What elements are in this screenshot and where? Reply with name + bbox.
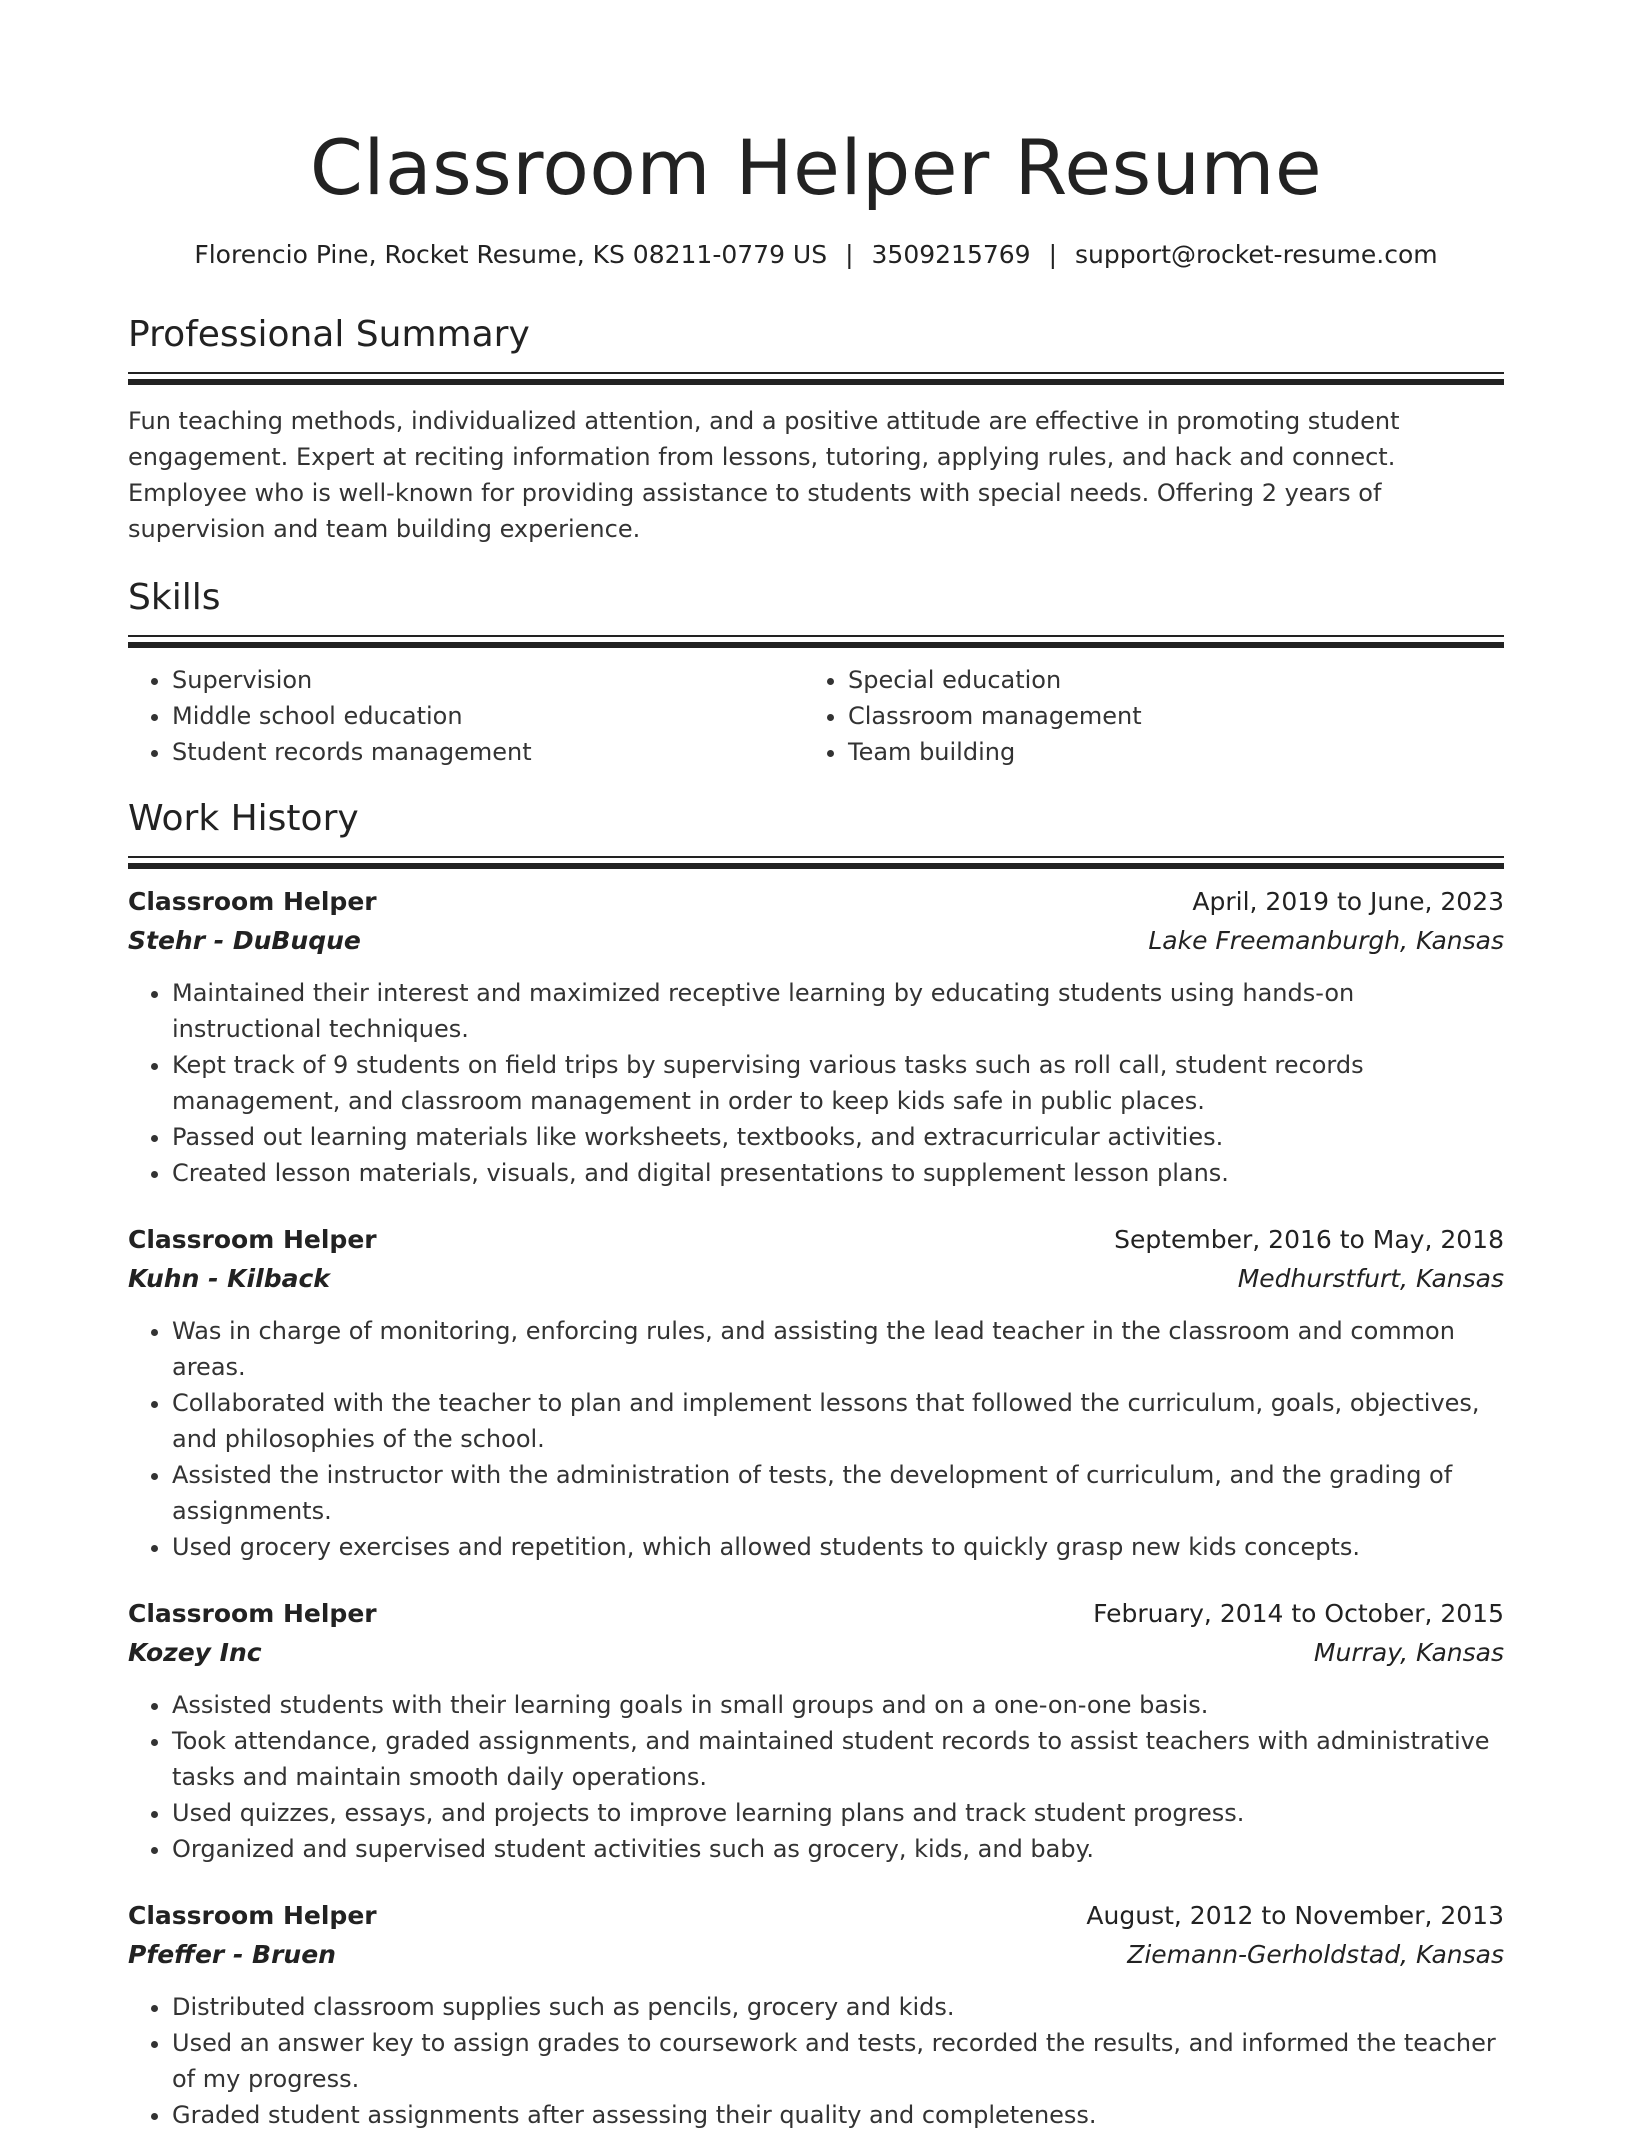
contact-address: Florencio Pine, Rocket Resume, KS 08211-0779 US [194, 240, 828, 269]
contact-separator: | [845, 240, 854, 269]
contact-email[interactable]: support@rocket-resume.com [1075, 240, 1438, 269]
skill-item: • Middle school education [172, 698, 804, 734]
job-dates: September, 2016 to May, 2018 [1114, 1225, 1504, 1254]
job-subheader-row [128, 921, 1504, 961]
work-heading: Work History [128, 798, 359, 839]
job-bullet: • Organized and supervised student activities such as grocery, kids, and baby. [172, 1831, 1504, 1867]
job-header-row [128, 1595, 1504, 1633]
job-bullet: • Assisted students with their learning goals in small groups and on a one-on-one basis. [172, 1687, 1504, 1723]
resume-page [128, 0, 1504, 2133]
job-bullet: • Graded student assignments after assessing their quality and completeness. [172, 2097, 1504, 2133]
job-location: Murray, Kansas [1313, 1638, 1504, 1667]
job-dates: February, 2014 to October, 2015 [1093, 1599, 1504, 1628]
job-bullets [128, 975, 1504, 1191]
job-entry [128, 1595, 1504, 1867]
job-entry [128, 883, 1504, 1191]
job-subheader-row [128, 1633, 1504, 1673]
job-company: Kozey Inc [128, 1638, 262, 1667]
job-dates: April, 2019 to June, 2023 [1192, 887, 1504, 916]
contact-line [128, 238, 1504, 272]
job-bullet: • Was in charge of monitoring, enforcing rules, and assisting the lead teacher in the classroom and common areas. [172, 1313, 1504, 1385]
job-title: Classroom Helper [128, 1225, 377, 1254]
job-bullet: • Used grocery exercises and repetition, which allowed students to quickly grasp new kids concepts. [172, 1529, 1504, 1565]
skill-item: • Classroom management [848, 698, 1480, 734]
skills-column-right [804, 662, 1480, 770]
job-bullet: • Created lesson materials, visuals, and digital presentations to supplement lesson plans. [172, 1155, 1504, 1191]
job-bullet: • Used an answer key to assign grades to coursework and tests, recorded the results, and informed the teacher of my progress. [172, 2025, 1504, 2097]
job-entry [128, 1221, 1504, 1565]
job-bullet: • Took attendance, graded assignments, and maintained student records to assist teachers with administrative tasks and maintain smooth daily operations. [172, 1723, 1504, 1795]
contact-phone: 3509215769 [871, 240, 1031, 269]
job-header-row [128, 1897, 1504, 1935]
skill-item: • Student records management [172, 734, 804, 770]
summary-text: Fun teaching methods, individualized attention, and a positive attitude are effective in promoting student engagement. Expert at reciting information from lessons, tutoring, applying rules, and hack and connect. Employee who is well-known for providing assistance to students with special needs. Offering 2 years of supervision and team building experience. [128, 407, 1400, 543]
skills-section [128, 575, 1504, 770]
job-bullet: • Kept track of 9 students on field trips by supervising various tasks such as roll call, student records management, and classroom management in order to keep kids safe in public places. [172, 1047, 1504, 1119]
job-company: Kuhn - Kilback [128, 1264, 330, 1293]
job-bullets [128, 1313, 1504, 1565]
section-divider [128, 635, 1504, 637]
job-location: Medhurstfurt, Kansas [1237, 1264, 1504, 1293]
section-divider [128, 372, 1504, 374]
job-bullet: • Used quizzes, essays, and projects to improve learning plans and track student progress. [172, 1795, 1504, 1831]
skills-columns [128, 662, 1504, 770]
job-bullet: • Maintained their interest and maximized receptive learning by educating students using hands-on instructional techniques. [172, 975, 1504, 1047]
summary-heading: Professional Summary [128, 314, 530, 355]
job-subheader-row [128, 1935, 1504, 1975]
section-divider [128, 856, 1504, 858]
job-location: Ziemann-Gerholdstad, Kansas [1127, 1940, 1504, 1969]
job-bullet: • Assisted the instructor with the administration of tests, the development of curriculum, and the grading of assignments. [172, 1457, 1504, 1529]
skill-item: • Team building [848, 734, 1480, 770]
job-subheader-row [128, 1259, 1504, 1299]
section-divider-thick [128, 379, 1504, 385]
job-bullet: • Passed out learning materials like worksheets, textbooks, and extracurricular activities. [172, 1119, 1504, 1155]
skills-heading: Skills [128, 577, 221, 618]
job-bullet: • Distributed classroom supplies such as pencils, grocery and kids. [172, 1989, 1504, 2025]
section-divider-thick [128, 642, 1504, 648]
job-company: Pfeffer - Bruen [128, 1940, 336, 1969]
skill-item: • Supervision [172, 662, 804, 698]
job-header-row [128, 883, 1504, 921]
contact-separator: | [1048, 240, 1058, 269]
job-title: Classroom Helper [128, 1901, 377, 1930]
job-bullets [128, 1687, 1504, 1867]
resume-title: Classroom Helper Resume [309, 123, 1323, 212]
section-divider-thick [128, 863, 1504, 869]
skill-item: • Special education [848, 662, 1480, 698]
job-title: Classroom Helper [128, 1599, 377, 1628]
job-bullet: • Collaborated with the teacher to plan and implement lessons that followed the curriculum, goals, objectives, and philosophies of the school. [172, 1385, 1504, 1457]
job-title: Classroom Helper [128, 887, 377, 916]
job-header-row [128, 1221, 1504, 1259]
job-location: Lake Freemanburgh, Kansas [1148, 926, 1504, 955]
job-bullets [128, 1989, 1504, 2133]
job-company: Stehr - DuBuque [128, 926, 361, 955]
job-dates: August, 2012 to November, 2013 [1086, 1901, 1504, 1930]
skills-column-left [128, 662, 804, 770]
work-section [128, 796, 1504, 2133]
summary-section [128, 312, 1504, 547]
job-entry [128, 1897, 1504, 2133]
